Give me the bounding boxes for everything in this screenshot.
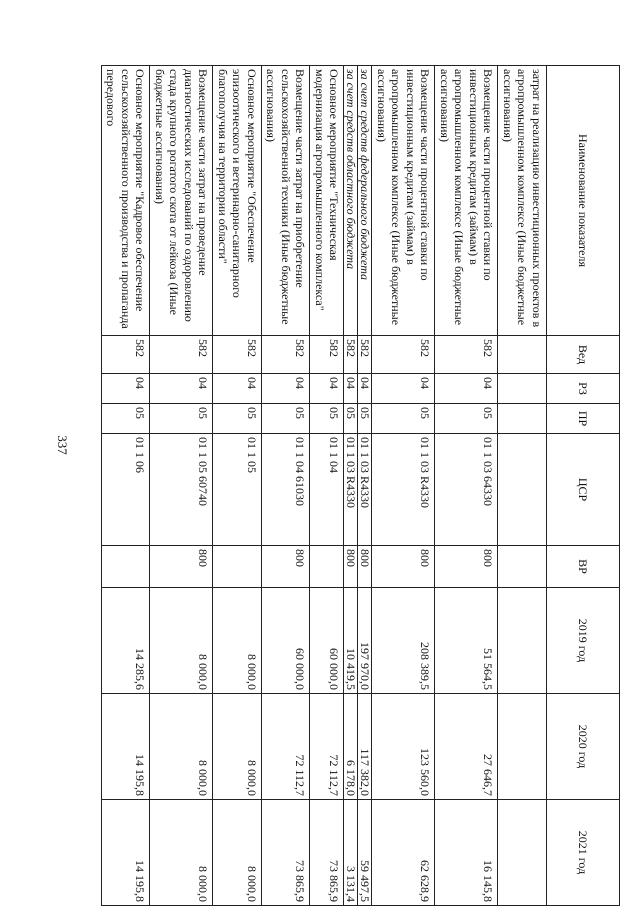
- cell-2019: 14 285,6: [102, 588, 151, 694]
- cell-ved: 582: [102, 336, 151, 374]
- cell-name: Основное мероприятие "Кадровое обеспечение сельскохозяйственного производства и пропаганда передового: [102, 66, 151, 336]
- cell-pr: 05: [262, 404, 311, 434]
- cell-2019: 8 000,0: [150, 588, 213, 694]
- cell-name: Возмещение части затрат на приобретение сельскохозяйственной техники (Иные бюджетные ассигнования): [262, 66, 311, 336]
- cell-2020: 14 195,8: [102, 694, 151, 800]
- cell-2020: 117 382,0: [358, 694, 372, 800]
- header-rz: РЗ: [547, 374, 620, 404]
- cell-ved: 582: [213, 336, 262, 374]
- cell-ved: 582: [358, 336, 372, 374]
- cell-pr: 05: [435, 404, 498, 434]
- cell-2019: 8 000,0: [213, 588, 262, 694]
- cell-vr: [213, 546, 262, 588]
- cell-ved: 582: [262, 336, 311, 374]
- cell-vr: 800: [372, 546, 435, 588]
- cell-name: Основное мероприятие "Обеспечение эпизоотического и ветеринарно-санитарного благополучия на территории области": [213, 66, 262, 336]
- table-row: [498, 66, 547, 906]
- cell-2021: 8 000,0: [213, 800, 262, 906]
- cell-2019: 197 970,0: [358, 588, 372, 694]
- table-row: [344, 66, 358, 906]
- cell-2021: 73 865,9: [310, 800, 344, 906]
- cell-name: затрат на реализацию инвестиционных проектов в агропромышленном комплексе (Иные бюджетные ассигнования): [498, 66, 547, 336]
- cell-2020: 6 178,0: [344, 694, 358, 800]
- cell-rz: 04: [358, 374, 372, 404]
- table-row: [310, 66, 344, 906]
- cell-rz: 04: [372, 374, 435, 404]
- table-container: [104, 65, 620, 905]
- cell-2021: 14 195,8: [102, 800, 151, 906]
- cell-vr: 800: [262, 546, 311, 588]
- budget-table: [101, 65, 620, 906]
- table-row: [150, 66, 213, 906]
- cell-vr: 800: [435, 546, 498, 588]
- cell-2019: 208 389,5: [372, 588, 435, 694]
- table-header-row: [547, 66, 620, 906]
- cell-2020: 8 000,0: [150, 694, 213, 800]
- cell-pr: 05: [102, 404, 151, 434]
- cell-2021: 8 000,0: [150, 800, 213, 906]
- table-row: [102, 66, 151, 906]
- cell-2020: 72 112,7: [310, 694, 344, 800]
- cell-2020: 8 000,0: [213, 694, 262, 800]
- cell-pr: 05: [358, 404, 372, 434]
- cell-name: за счет средств федерального бюджета: [358, 66, 372, 336]
- cell-ved: 582: [150, 336, 213, 374]
- cell-csr: 01 1 03 R4330: [372, 434, 435, 546]
- cell-name: Возмещение части процентной ставки по инвестиционным кредитам (займам) в агропромышленном комплексе (Иные бюджетные ассигнования): [372, 66, 435, 336]
- header-vr: ВР: [547, 546, 620, 588]
- cell-rz: 04: [344, 374, 358, 404]
- cell-pr: 05: [213, 404, 262, 434]
- table-row: [435, 66, 498, 906]
- cell-vr: 800: [344, 546, 358, 588]
- cell-rz: 04: [310, 374, 344, 404]
- header-2020: 2020 год: [547, 694, 620, 800]
- cell-csr: 01 1 03 R4330: [358, 434, 372, 546]
- cell-vr: [102, 546, 151, 588]
- page-number: 337: [55, 435, 70, 455]
- cell-csr: 01 1 03 R4330: [344, 434, 358, 546]
- cell-2021: 62 628,9: [372, 800, 435, 906]
- cell-ved: 582: [372, 336, 435, 374]
- header-pr: ПР: [547, 404, 620, 434]
- cell-ved: [498, 336, 547, 374]
- cell-pr: 05: [150, 404, 213, 434]
- cell-2020: 123 560,0: [372, 694, 435, 800]
- cell-vr: [498, 546, 547, 588]
- cell-rz: 04: [102, 374, 151, 404]
- cell-rz: 04: [213, 374, 262, 404]
- cell-rz: [498, 374, 547, 404]
- cell-2019: 10 419,5: [344, 588, 358, 694]
- header-name: Наименование показателя: [547, 66, 620, 336]
- cell-vr: [310, 546, 344, 588]
- cell-name: Основное мероприятие "Техническая модернизация агропромышленного комплекса": [310, 66, 344, 336]
- cell-csr: 01 1 04: [310, 434, 344, 546]
- cell-name: за счет средств областного бюджета: [344, 66, 358, 336]
- cell-pr: 05: [344, 404, 358, 434]
- cell-pr: 05: [372, 404, 435, 434]
- cell-2021: [498, 800, 547, 906]
- cell-2020: 72 112,7: [262, 694, 311, 800]
- cell-2021: 73 865,9: [262, 800, 311, 906]
- table-row: [262, 66, 311, 906]
- cell-csr: 01 1 06: [102, 434, 151, 546]
- cell-rz: 04: [150, 374, 213, 404]
- cell-csr: 01 1 05: [213, 434, 262, 546]
- cell-2019: 60 000,0: [310, 588, 344, 694]
- cell-2021: 59 497,5: [358, 800, 372, 906]
- header-2019: 2019 год: [547, 588, 620, 694]
- cell-2021: 3 131,4: [344, 800, 358, 906]
- header-ved: Вед: [547, 336, 620, 374]
- cell-csr: 01 1 03 64330: [435, 434, 498, 546]
- cell-ved: 582: [310, 336, 344, 374]
- header-2021: 2021 год: [547, 800, 620, 906]
- cell-2020: [498, 694, 547, 800]
- cell-name: Возмещение части затрат на проведение диагностических исследований по оздоровлению стада крупного рогатого скота от лейкоза (Иные бюджетные ассигнования): [150, 66, 213, 336]
- table-row: [372, 66, 435, 906]
- cell-pr: 05: [310, 404, 344, 434]
- cell-2020: 27 646,7: [435, 694, 498, 800]
- cell-2019: [498, 588, 547, 694]
- header-csr: ЦСР: [547, 434, 620, 546]
- cell-2021: 16 145,8: [435, 800, 498, 906]
- table-row: [358, 66, 372, 906]
- cell-vr: 800: [150, 546, 213, 588]
- cell-rz: 04: [435, 374, 498, 404]
- cell-csr: 01 1 04 61030: [262, 434, 311, 546]
- cell-2019: 51 564,5: [435, 588, 498, 694]
- cell-name: Возмещение части процентной ставки по инвестиционным кредитам (займам) в агропромышленном комплексе (Иные бюджетные ассигнования): [435, 66, 498, 336]
- cell-ved: 582: [435, 336, 498, 374]
- cell-pr: [498, 404, 547, 434]
- cell-rz: 04: [262, 374, 311, 404]
- table-row: [213, 66, 262, 906]
- cell-csr: [498, 434, 547, 546]
- cell-vr: 800: [358, 546, 372, 588]
- cell-ved: 582: [344, 336, 358, 374]
- cell-csr: 01 1 05 60740: [150, 434, 213, 546]
- cell-2019: 60 000,0: [262, 588, 311, 694]
